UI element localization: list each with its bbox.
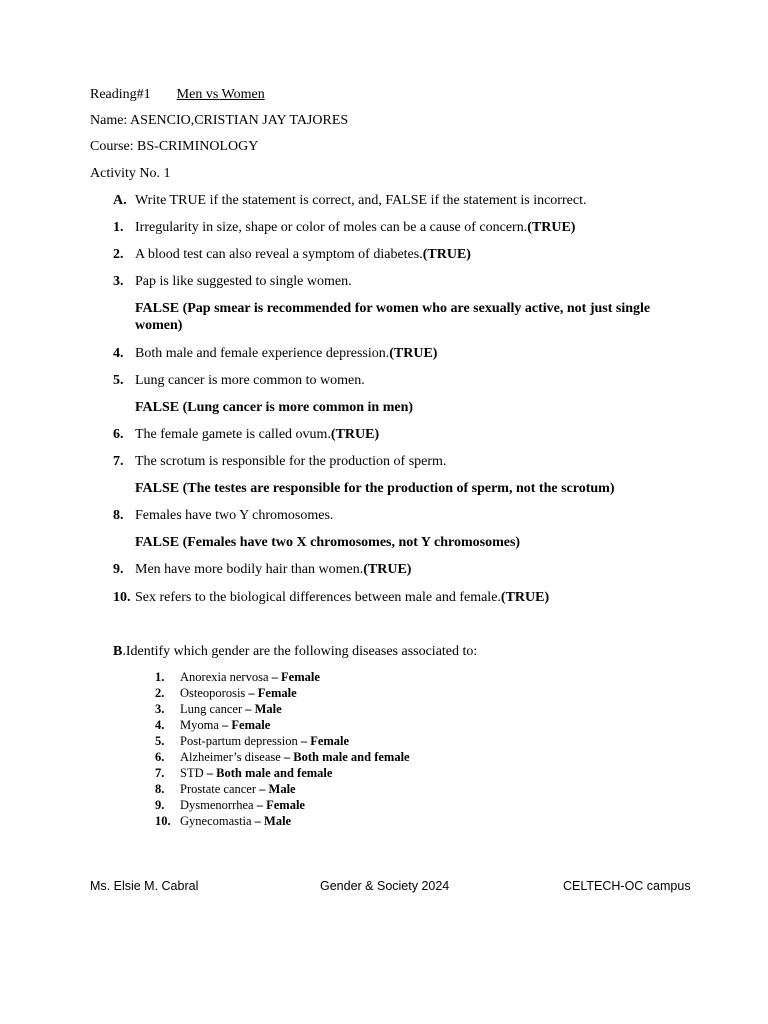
item-number: 9. xyxy=(113,562,124,577)
item-text xyxy=(135,426,675,443)
reading-label: Reading#1 xyxy=(90,87,151,102)
statement: A blood test can also reveal a symptom of diabetes. xyxy=(135,247,423,262)
disease-name: Gynecomastia xyxy=(180,814,252,828)
item-number: 7. xyxy=(113,454,124,469)
answer-mark: (TRUE) xyxy=(527,220,576,235)
disease-name: Dysmenorrhea xyxy=(180,798,254,812)
item-text xyxy=(180,685,297,701)
item-text xyxy=(180,797,305,813)
answer-mark: (TRUE) xyxy=(500,590,550,605)
item-text xyxy=(180,781,296,797)
item-number: 1. xyxy=(155,670,165,684)
item-number: 5. xyxy=(113,373,124,388)
statement: Men have more bodily hair than women. xyxy=(135,562,364,577)
item-number: 2. xyxy=(113,247,124,262)
statement: Both male and female experience depression. xyxy=(135,346,390,361)
item-number: 6. xyxy=(113,427,124,442)
item-text xyxy=(135,246,675,263)
disease-name: Post-partum depression xyxy=(180,734,298,748)
item-text xyxy=(135,219,675,236)
part-a-letter: A. xyxy=(113,193,127,208)
part-b-instruction-text: .Identify which gender are the following diseases associated to: xyxy=(122,644,478,659)
gender-answer: – Female xyxy=(218,718,271,732)
item-text xyxy=(180,717,270,733)
footer-campus: CELTECH-OC campus xyxy=(563,879,691,893)
item-text xyxy=(180,669,320,685)
statement: Irregularity in size, shape or color of moles can be a cause of concern. xyxy=(135,220,528,235)
gender-answer: – Female xyxy=(245,686,297,700)
item-text xyxy=(180,733,349,749)
item-number: 10. xyxy=(113,590,131,605)
item-number: 4. xyxy=(155,718,165,732)
name-line: Name: ASENCIO,CRISTIAN JAY TAJORES xyxy=(90,113,349,128)
item-text xyxy=(180,813,291,829)
statement: Pap is like suggested to single women. xyxy=(135,274,352,289)
item-number: 1. xyxy=(113,220,124,235)
part-a-instruction-text: Write TRUE if the statement is correct, and, FALSE if the statement is incorrect. xyxy=(135,193,587,208)
item-text xyxy=(135,561,675,578)
statement: The female gamete is called ovum. xyxy=(135,427,331,442)
gender-answer: – Female xyxy=(253,798,305,812)
item-number: 5. xyxy=(155,734,165,748)
item-text xyxy=(135,589,675,606)
item-number: 3. xyxy=(155,702,165,716)
item-text xyxy=(135,273,675,290)
item-text xyxy=(135,345,675,362)
item-number: 8. xyxy=(155,782,165,796)
footer-subject: Gender & Society 2024 xyxy=(320,879,450,893)
item-number: 6. xyxy=(155,750,165,764)
correction-text: FALSE (Females have two X chromosomes, not Y chromosomes) xyxy=(135,535,521,550)
gender-answer: – Both male and female xyxy=(280,750,410,764)
disease-name: Lung cancer xyxy=(180,702,243,716)
correction-text: FALSE (Pap smear is recommended for women who are sexually active, not just single women) xyxy=(135,301,651,333)
item-text xyxy=(180,765,332,781)
part-b-letter: B xyxy=(113,644,123,659)
item-number: 2. xyxy=(155,686,165,700)
reading-heading xyxy=(90,86,265,103)
correction-text: FALSE (Lung cancer is more common in men) xyxy=(135,400,414,415)
gender-answer: – Both male and female xyxy=(203,766,333,780)
item-number: 7. xyxy=(155,766,165,780)
part-b-instruction xyxy=(113,643,477,660)
answer-mark: (TRUE) xyxy=(389,346,438,361)
item-text xyxy=(135,507,675,524)
statement: Sex refers to the biological differences between male and female. xyxy=(135,590,501,605)
gender-answer: – Male xyxy=(251,814,292,828)
answer-mark: (TRUE) xyxy=(422,247,471,262)
item-text xyxy=(180,749,410,765)
statement: The scrotum is responsible for the production of sperm. xyxy=(135,454,447,469)
gender-answer: – Female xyxy=(297,734,350,748)
disease-name: Prostate cancer xyxy=(180,782,257,796)
disease-name: Myoma xyxy=(180,718,219,732)
item-number: 3. xyxy=(113,274,124,289)
item-number: 10. xyxy=(155,814,171,828)
gender-answer: – Female xyxy=(268,670,320,684)
course-line: Course: BS-CRIMINOLOGY xyxy=(90,139,259,154)
footer-teacher: Ms. Elsie M. Cabral xyxy=(90,879,199,893)
answer-mark: (TRUE) xyxy=(330,427,380,442)
gender-answer: – Male xyxy=(242,702,282,716)
item-text xyxy=(135,372,675,389)
reading-title: Men vs Women xyxy=(176,87,265,102)
answer-mark: (TRUE) xyxy=(363,562,412,577)
item-number: 9. xyxy=(155,798,165,812)
statement: Lung cancer is more common to women. xyxy=(135,373,365,388)
statement: Females have two Y chromosomes. xyxy=(135,508,334,523)
disease-name: Osteoporosis xyxy=(180,686,246,700)
item-number: 8. xyxy=(113,508,124,523)
disease-name: Anorexia nervosa xyxy=(180,670,269,684)
activity-line: Activity No. 1 xyxy=(90,166,171,181)
item-number: 4. xyxy=(113,346,124,361)
disease-name: Alzheimer’s disease xyxy=(180,750,281,764)
item-text xyxy=(180,701,282,717)
item-text xyxy=(135,453,675,470)
correction-text: FALSE (The testes are responsible for the production of sperm, not the scrotum) xyxy=(135,481,615,496)
disease-name: STD xyxy=(180,766,204,780)
gender-answer: – Male xyxy=(256,782,296,796)
